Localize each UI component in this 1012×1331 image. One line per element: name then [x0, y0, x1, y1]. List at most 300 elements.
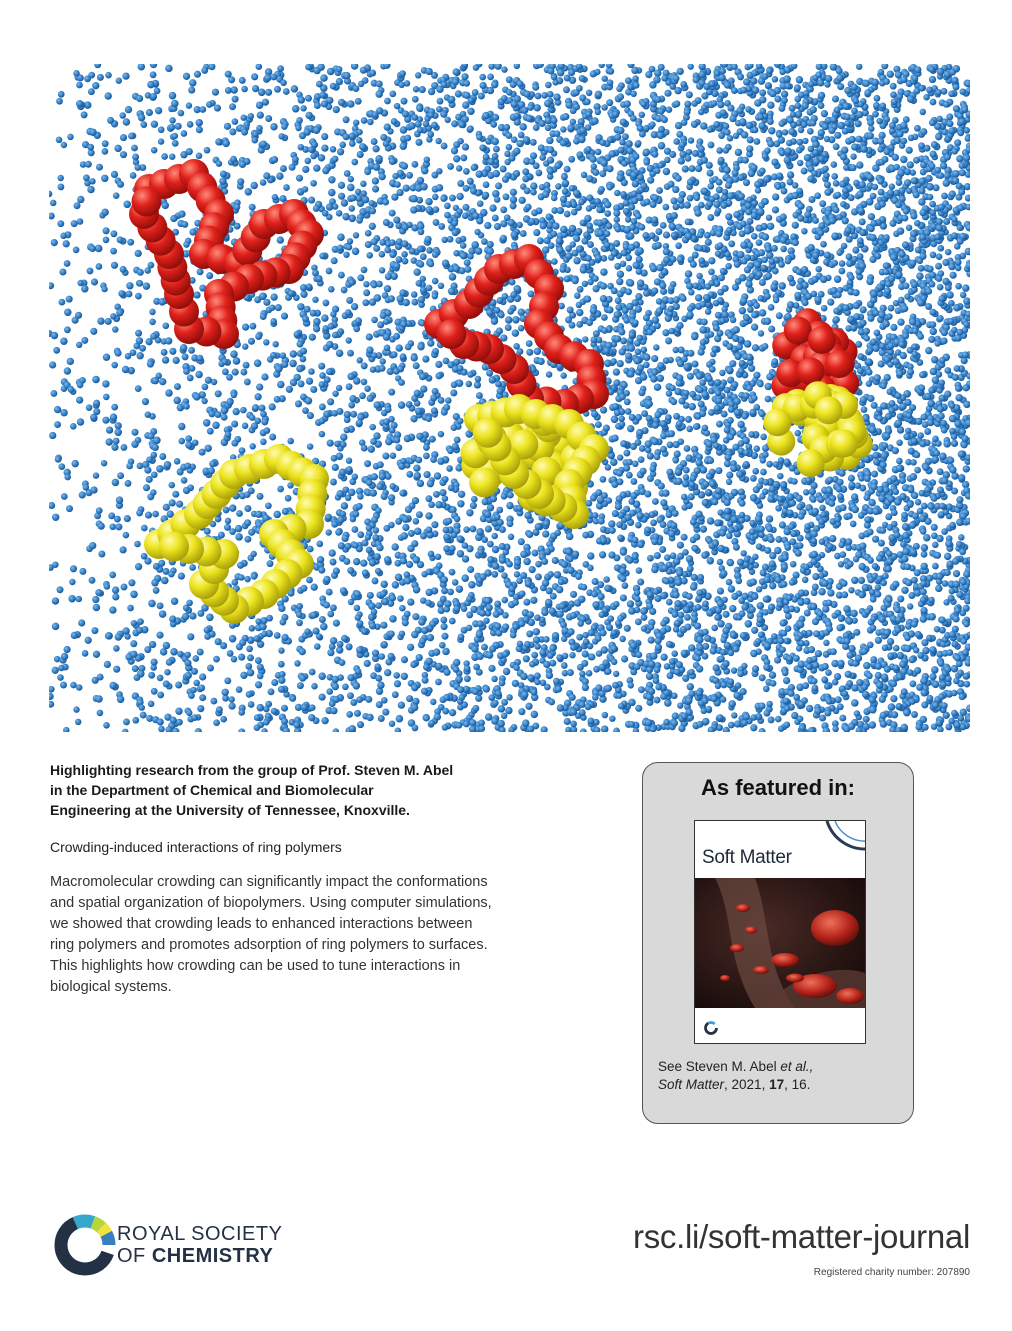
crowder-particle: [592, 694, 599, 701]
crowder-particle: [197, 355, 204, 362]
crowder-particle: [337, 148, 344, 155]
crowder-particle: [228, 696, 235, 703]
crowder-particle: [204, 147, 211, 154]
crowder-particle: [510, 189, 517, 196]
crowder-particle: [929, 673, 936, 680]
crowder-particle: [735, 578, 742, 585]
crowder-particle: [499, 557, 506, 564]
crowder-particle: [406, 471, 413, 478]
crowder-particle: [768, 325, 775, 332]
crowder-particle: [352, 474, 359, 481]
crowder-particle: [182, 353, 189, 360]
crowder-particle: [821, 676, 828, 683]
crowder-particle: [723, 727, 730, 732]
crowder-particle: [604, 360, 612, 368]
crowder-particle: [372, 145, 379, 152]
crowder-particle: [174, 458, 181, 465]
crowder-particle: [905, 428, 911, 434]
crowder-particle: [680, 81, 687, 88]
crowder-particle: [896, 93, 903, 100]
crowder-particle: [902, 532, 910, 540]
crowder-particle: [435, 138, 441, 144]
crowder-particle: [109, 606, 116, 613]
crowder-particle: [115, 422, 122, 429]
crowder-particle: [127, 239, 134, 246]
crowder-particle: [131, 620, 138, 627]
crowder-particle: [715, 208, 721, 214]
crowder-particle: [620, 118, 627, 125]
crowder-particle: [93, 400, 100, 407]
crowder-particle: [816, 64, 823, 70]
crowder-particle: [181, 477, 188, 484]
crowder-particle: [312, 296, 318, 302]
crowder-particle: [136, 509, 143, 516]
crowder-particle: [379, 267, 385, 273]
crowder-particle: [238, 728, 245, 732]
crowder-particle: [101, 286, 107, 292]
crowder-particle: [274, 86, 281, 93]
crowder-particle: [92, 82, 99, 89]
crowder-particle: [49, 432, 56, 439]
crowder-particle: [181, 130, 188, 137]
crowder-particle: [484, 597, 491, 604]
crowder-particle: [831, 260, 838, 267]
crowder-particle: [59, 299, 66, 306]
crowder-particle: [361, 628, 368, 635]
crowder-particle: [937, 315, 944, 322]
crowder-particle: [111, 404, 118, 411]
crowder-particle: [54, 406, 61, 413]
crowder-particle: [402, 110, 409, 117]
crowder-particle: [330, 604, 337, 611]
crowder-particle: [256, 384, 263, 391]
crowder-particle: [406, 401, 413, 408]
crowder-particle: [401, 656, 408, 663]
crowder-particle: [240, 369, 247, 376]
crowder-particle: [502, 176, 509, 183]
crowder-particle: [956, 155, 964, 163]
crowder-particle: [826, 487, 833, 494]
crowder-particle: [146, 715, 153, 722]
crowder-particle: [543, 520, 550, 527]
crowder-particle: [325, 529, 331, 535]
crowder-particle: [256, 125, 263, 132]
crowder-particle: [467, 566, 474, 573]
crowder-particle: [896, 271, 903, 278]
crowder-particle: [314, 102, 321, 109]
crowder-particle: [70, 682, 77, 689]
crowder-particle: [481, 644, 488, 651]
crowder-particle: [355, 317, 362, 324]
crowder-particle: [444, 203, 451, 210]
crowder-particle: [316, 541, 323, 548]
crowder-particle: [664, 90, 671, 97]
crowder-particle: [384, 285, 391, 292]
crowder-particle: [71, 220, 78, 227]
crowder-particle: [146, 109, 153, 116]
crowder-particle: [952, 374, 959, 381]
crowder-particle: [652, 498, 659, 505]
crowder-particle: [616, 174, 623, 181]
crowder-particle: [639, 167, 646, 174]
crowder-particle: [189, 612, 196, 619]
crowder-particle: [54, 421, 61, 428]
crowder-particle: [750, 578, 757, 585]
crowder-particle: [499, 679, 506, 686]
crowder-particle: [701, 319, 708, 326]
crowder-particle: [951, 641, 958, 648]
crowder-particle: [705, 308, 711, 314]
crowder-particle: [358, 81, 365, 88]
crowder-particle: [648, 636, 655, 643]
crowder-particle: [780, 246, 787, 253]
crowder-particle: [846, 236, 853, 243]
crowder-particle: [151, 120, 158, 127]
crowder-particle: [523, 655, 530, 662]
crowder-particle: [309, 669, 316, 676]
crowder-particle: [353, 326, 360, 333]
crowder-particle: [530, 182, 537, 189]
crowder-particle: [277, 65, 284, 72]
crowder-particle: [616, 86, 623, 93]
crowder-particle: [762, 233, 769, 240]
crowder-particle: [112, 326, 118, 332]
crowder-particle: [686, 426, 693, 433]
crowder-particle: [687, 64, 693, 70]
crowder-particle: [660, 499, 667, 506]
crowder-particle: [356, 137, 363, 144]
crowder-particle: [785, 613, 792, 620]
crowder-particle: [255, 333, 262, 340]
crowder-particle: [201, 398, 207, 404]
crowder-particle: [929, 646, 936, 653]
crowder-particle: [888, 703, 896, 711]
crowder-particle: [354, 605, 361, 612]
crowder-particle: [77, 280, 83, 286]
crowder-particle: [723, 611, 730, 618]
crowder-particle: [705, 239, 712, 246]
crowder-particle: [426, 415, 433, 422]
crowder-particle: [803, 489, 809, 495]
crowder-particle: [520, 230, 527, 237]
crowder-particle: [868, 213, 875, 220]
crowder-particle: [261, 728, 267, 732]
crowder-particle: [603, 576, 610, 583]
crowder-particle: [244, 576, 251, 583]
crowder-particle: [112, 479, 120, 487]
crowder-particle: [361, 445, 368, 452]
crowder-particle: [619, 139, 625, 145]
crowder-particle: [301, 585, 308, 592]
crowder-particle: [268, 688, 275, 695]
crowder-particle: [921, 503, 928, 510]
crowder-particle: [702, 629, 709, 636]
crowder-particle: [627, 232, 635, 240]
crowder-particle: [64, 309, 71, 316]
crowder-particle: [169, 348, 176, 355]
crowder-particle: [61, 142, 68, 149]
crowder-particle: [912, 328, 918, 334]
crowder-particle: [811, 589, 818, 596]
crowder-particle: [441, 587, 448, 594]
crowder-particle: [346, 337, 352, 343]
crowder-particle: [456, 585, 464, 593]
crowder-particle: [714, 614, 721, 621]
crowder-particle: [310, 386, 317, 393]
crowder-particle: [326, 267, 333, 274]
crowder-particle: [478, 92, 485, 99]
crowder-particle: [73, 202, 80, 209]
crowder-particle: [851, 577, 858, 584]
crowder-particle: [76, 342, 82, 348]
crowder-particle: [627, 279, 634, 286]
crowder-particle: [60, 681, 67, 688]
crowder-particle: [602, 712, 609, 719]
crowder-particle: [78, 619, 85, 626]
crowder-particle: [155, 373, 162, 380]
crowder-particle: [573, 257, 580, 264]
crowder-particle: [458, 633, 465, 640]
crowder-particle: [625, 216, 631, 222]
crowder-particle: [796, 76, 803, 83]
crowder-particle: [347, 100, 355, 108]
crowder-particle: [758, 330, 764, 336]
crowder-particle: [366, 333, 373, 340]
crowder-particle: [461, 605, 468, 612]
crowder-particle: [87, 144, 94, 151]
crowder-particle: [460, 242, 467, 249]
crowder-particle: [233, 357, 241, 365]
crowder-particle: [103, 227, 110, 234]
crowder-particle: [756, 239, 763, 246]
crowder-particle: [599, 551, 606, 558]
crowder-particle: [897, 319, 904, 326]
crowder-particle: [49, 693, 54, 700]
crowder-particle: [728, 585, 736, 593]
crowder-particle: [781, 630, 788, 637]
crowder-particle: [58, 463, 65, 470]
crowder-particle: [935, 585, 942, 592]
crowder-particle: [162, 356, 169, 363]
crowder-particle: [231, 392, 237, 398]
crowder-particle: [384, 98, 391, 105]
crowder-particle: [379, 173, 386, 180]
crowder-particle: [775, 716, 782, 723]
crowder-particle: [263, 299, 270, 306]
crowder-particle: [606, 306, 613, 313]
crowder-particle: [296, 117, 303, 124]
crowder-particle: [807, 128, 814, 135]
crowder-particle: [614, 190, 621, 197]
crowder-particle: [659, 546, 666, 553]
crowder-particle: [404, 571, 411, 578]
crowder-particle: [318, 693, 325, 700]
crowder-particle: [586, 670, 593, 677]
crowder-particle: [248, 529, 255, 536]
crowder-particle: [446, 465, 453, 472]
crowder-particle: [767, 223, 774, 230]
crowder-particle: [513, 664, 520, 671]
crowder-particle: [867, 557, 874, 564]
crowder-particle: [920, 109, 927, 116]
crowder-particle: [300, 291, 307, 298]
crowder-particle: [858, 577, 865, 584]
crowder-particle: [626, 459, 633, 466]
crowder-particle: [766, 515, 774, 523]
crowder-particle: [895, 71, 902, 78]
crowder-particle: [622, 582, 629, 589]
crowder-particle: [396, 715, 404, 723]
crowder-particle: [945, 249, 952, 256]
crowder-particle: [534, 643, 541, 650]
crowder-particle: [775, 505, 782, 512]
crowder-particle: [209, 460, 216, 467]
crowder-particle: [365, 230, 372, 237]
crowder-particle: [934, 552, 941, 559]
crowder-particle: [87, 267, 94, 274]
crowder-particle: [336, 408, 343, 415]
crowder-particle: [906, 224, 913, 231]
crowder-particle: [121, 584, 128, 591]
crowder-particle: [155, 107, 162, 114]
crowder-particle: [750, 724, 757, 731]
crowder-particle: [891, 711, 898, 718]
crowder-particle: [276, 172, 283, 179]
crowder-particle: [254, 359, 262, 367]
crowder-particle: [278, 605, 285, 612]
crowder-particle: [391, 118, 398, 125]
crowder-particle: [589, 653, 596, 660]
crowder-particle: [608, 520, 615, 527]
crowder-particle: [859, 218, 866, 225]
crowder-particle: [946, 649, 953, 656]
crowder-particle: [416, 654, 423, 661]
crowder-particle: [822, 605, 829, 612]
crowder-particle: [442, 476, 448, 482]
crowder-particle: [510, 196, 517, 203]
crowder-particle: [606, 64, 613, 68]
crowder-particle: [71, 632, 78, 639]
crowder-particle: [185, 435, 192, 442]
crowder-particle: [449, 569, 456, 576]
crowder-particle: [914, 589, 921, 596]
crowder-particle: [431, 521, 438, 528]
crowder-particle: [381, 641, 388, 648]
crowder-particle: [917, 333, 924, 340]
crowder-particle: [451, 424, 458, 431]
crowder-particle: [408, 122, 415, 129]
crowder-particle: [900, 352, 907, 359]
crowder-particle: [398, 379, 405, 386]
crowder-particle: [514, 64, 521, 69]
crowder-particle: [346, 643, 353, 650]
crowder-particle: [473, 64, 480, 71]
crowder-particle: [651, 131, 658, 138]
crowder-particle: [120, 151, 127, 158]
crowder-particle: [109, 523, 116, 530]
crowder-particle: [715, 312, 722, 319]
crowder-particle: [870, 193, 877, 200]
crowder-particle: [760, 434, 767, 441]
crowder-particle: [192, 655, 199, 662]
crowder-particle: [309, 334, 316, 341]
crowder-particle: [415, 407, 422, 414]
crowder-particle: [560, 372, 566, 378]
crowder-particle: [937, 284, 944, 291]
crowder-particle: [438, 223, 445, 230]
crowder-particle: [173, 397, 181, 405]
crowder-particle: [456, 165, 462, 171]
crowder-particle: [760, 457, 766, 463]
crowder-particle: [587, 717, 594, 724]
crowder-particle: [932, 541, 939, 548]
crowder-particle: [340, 433, 347, 440]
crowder-particle: [914, 452, 921, 459]
crowder-particle: [579, 671, 586, 678]
crowder-particle: [774, 657, 781, 664]
crowder-particle: [850, 521, 857, 528]
crowder-particle: [423, 453, 430, 460]
crowder-particle: [882, 573, 889, 580]
crowder-particle: [551, 195, 558, 202]
crowder-particle: [388, 389, 395, 396]
crowder-particle: [525, 204, 532, 211]
crowder-particle: [159, 453, 166, 460]
crowder-particle: [181, 221, 188, 228]
crowder-particle: [66, 505, 73, 512]
crowder-particle: [958, 534, 965, 541]
crowder-particle: [185, 672, 192, 679]
crowder-particle: [454, 436, 461, 443]
crowder-particle: [229, 128, 236, 135]
crowder-particle: [414, 528, 421, 535]
crowder-particle: [572, 551, 579, 558]
crowder-particle: [678, 612, 685, 619]
crowder-particle: [205, 377, 212, 384]
crowder-particle: [737, 421, 744, 428]
crowder-particle: [329, 549, 336, 556]
crowder-particle: [665, 337, 672, 344]
crowder-particle: [105, 92, 112, 99]
crowder-particle: [265, 502, 272, 509]
crowder-particle: [460, 154, 467, 161]
crowder-particle: [635, 522, 642, 529]
crowder-particle: [123, 201, 131, 209]
crowder-particle: [164, 461, 172, 469]
crowder-particle: [337, 233, 345, 241]
crowder-particle: [250, 182, 257, 189]
crowder-particle: [830, 648, 837, 655]
crowder-particle: [762, 198, 769, 205]
crowder-particle: [466, 509, 473, 516]
crowder-particle: [337, 641, 344, 648]
crowder-particle: [113, 192, 120, 199]
crowder-particle: [285, 495, 292, 502]
crowder-particle: [635, 349, 642, 356]
crowder-particle: [782, 670, 789, 677]
crowder-particle: [316, 81, 323, 88]
crowder-particle: [148, 600, 156, 608]
crowder-particle: [278, 661, 285, 668]
crowder-particle: [347, 184, 355, 192]
crowder-particle: [937, 172, 944, 179]
crowder-particle: [557, 207, 564, 214]
crowder-particle: [767, 140, 774, 147]
crowder-particle: [852, 247, 859, 254]
crowder-particle: [582, 650, 589, 657]
crowder-particle: [486, 370, 493, 377]
crowder-particle: [745, 443, 752, 450]
